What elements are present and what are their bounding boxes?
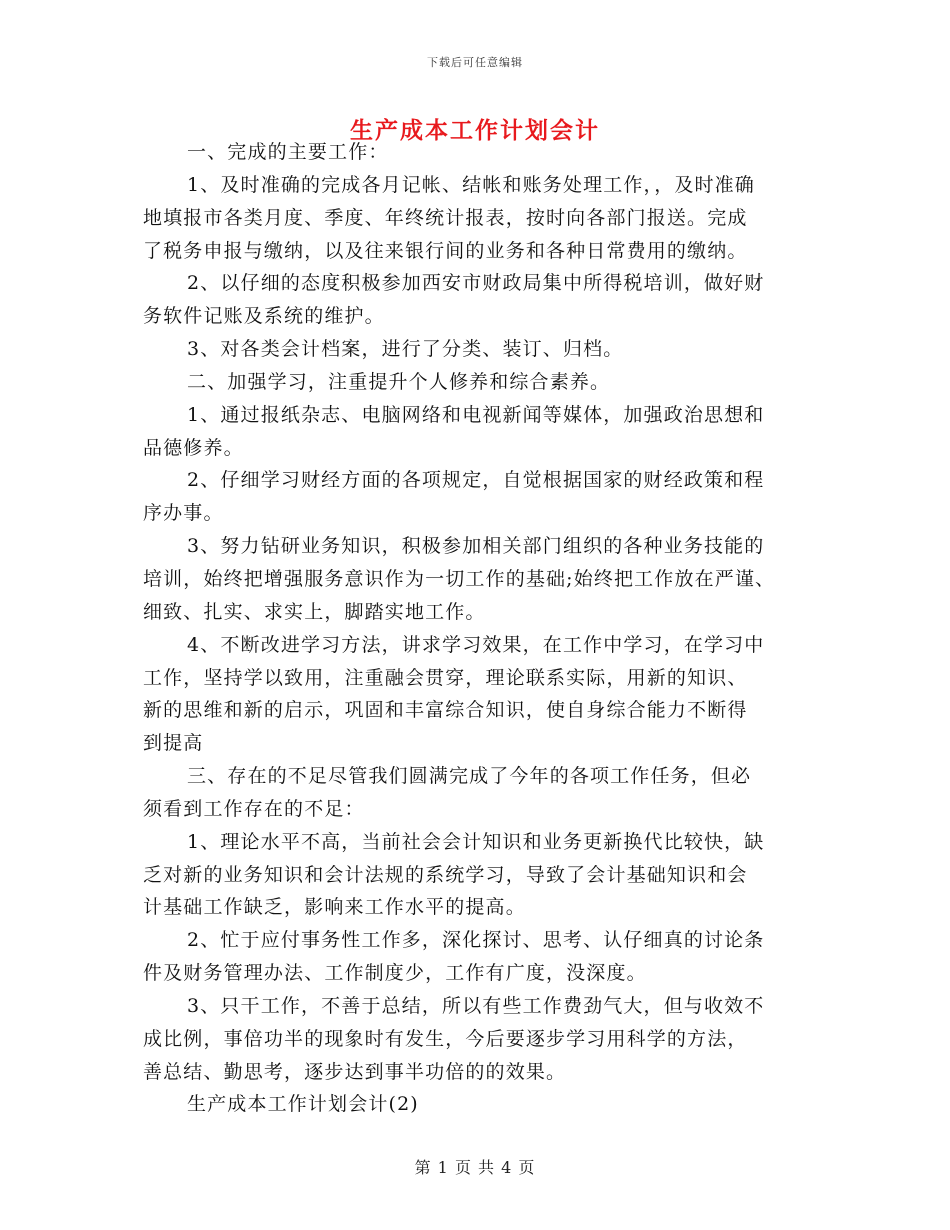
footer-current-page: 1: [437, 1158, 449, 1177]
text-line: 3、对各类会计档案，进行了分类、装订、归档。: [187, 338, 624, 361]
text-line: 须看到工作存在的不足：: [143, 797, 365, 820]
page-footer: [0, 1155, 950, 1178]
text-line: 培训，始终把增强服务意识作为一切工作的基础;始终把工作放在严谨、: [143, 567, 776, 590]
footer-total-pages: 4: [501, 1158, 513, 1177]
text-line: 1、及时准确的完成各月记帐、结帐和账务处理工作，，及时准确: [187, 173, 755, 196]
text-line: 4、不断改进学习方法，讲求学习效果，在工作中学习，在学习中: [187, 633, 765, 656]
header-note: 下载后可任意编辑: [427, 56, 523, 69]
footer-page-label: 第: [414, 1158, 432, 1177]
text-line: 乏对新的业务知识和会计法规的系统学习，导致了会计基础知识和会: [143, 863, 748, 886]
text-line: 二、加强学习，注重提升个人修养和综合素养。: [187, 370, 611, 393]
text-line: 工作，坚持学以致用，注重融会贯穿，理论联系实际，用新的知识、: [143, 666, 748, 689]
text-line: 品德修养。: [143, 436, 244, 459]
text-line: 三、存在的不足尽管我们圆满完成了今年的各项工作任务，但必: [187, 765, 752, 788]
text-line: 细致、扎实、求实上，脚踏实地工作。: [143, 600, 486, 623]
text-line: 2、仔细学习财经方面的各项规定，自觉根据国家的财经政策和程: [187, 469, 765, 492]
text-line: 成比例，事倍功半的现象时有发生，今后要逐步学习用科学的方法，: [143, 1027, 748, 1050]
text-line: 计基础工作缺乏，影响来工作水平的提高。: [143, 896, 526, 919]
footer-separator: 页 共: [454, 1158, 496, 1177]
text-line: 1、通过报纸杂志、电脑网络和电视新闻等媒体，加强政治思想和: [187, 403, 765, 426]
text-line: 件及财务管理办法、工作制度少，工作有广度，没深度。: [143, 962, 647, 985]
text-line: 1、理论水平不高，当前社会会计知识和业务更新换代比较快，缺: [187, 830, 765, 853]
footer-end-label: 页: [518, 1158, 536, 1177]
text-line: 到提高: [143, 732, 204, 755]
document-body: [143, 136, 815, 1121]
text-line: 2、忙于应付事务性工作多，深化探讨、思考、认仔细真的讨论条: [187, 929, 765, 952]
text-line: 新的思维和新的启示，巩固和丰富综合知识，使自身综合能力不断得: [143, 699, 748, 722]
text-line: 3、努力钻研业务知识，积极参加相关部门组织的各种业务技能的: [187, 535, 765, 558]
text-line: 了税务申报与缴纳，以及往来银行间的业务和各种日常费用的缴纳。: [143, 239, 748, 262]
text-line: 2、以仔细的态度积极参加西安市财政局集中所得税培训，做好财: [187, 272, 765, 295]
text-line: 3、只干工作，不善于总结，所以有些工作费劲气大，但与收效不: [187, 994, 765, 1017]
text-line: 一、完成的主要工作：: [187, 141, 389, 163]
text-line: 务软件记账及系统的维护。: [143, 305, 385, 328]
text-line: 善总结、勤思考，逐步达到事半功倍的的效果。: [143, 1060, 567, 1083]
text-line: 序办事。: [143, 502, 224, 525]
document-title: 生产成本工作计划会计: [350, 117, 600, 144]
text-line: 生产成本工作计划会计(2): [187, 1093, 419, 1116]
text-line: 地填报市各类月度、季度、年终统计报表，按时向各部门报送。完成: [143, 206, 748, 229]
